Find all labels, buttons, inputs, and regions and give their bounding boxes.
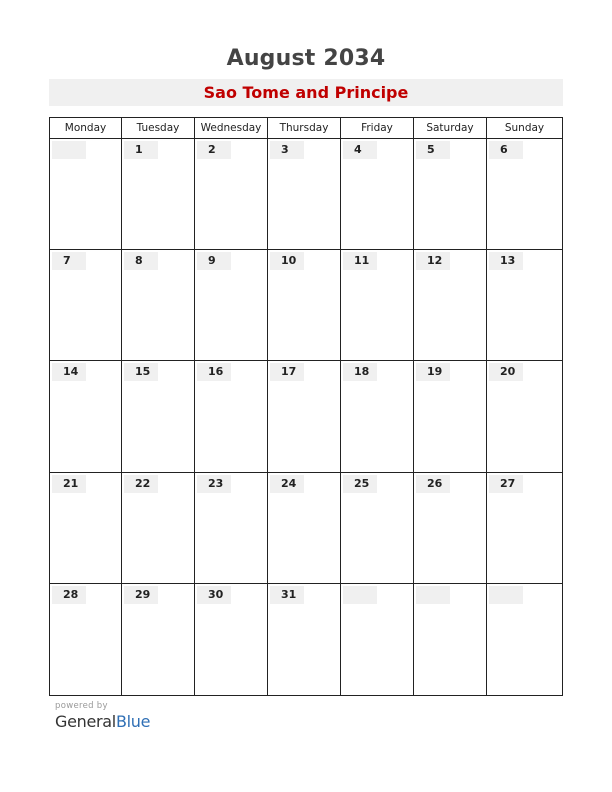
- day-number: 22: [124, 475, 158, 493]
- day-number: 16: [197, 363, 231, 381]
- day-cell: [50, 139, 122, 250]
- day-number: 26: [416, 475, 450, 493]
- day-cell: [414, 250, 487, 361]
- day-number: 10: [270, 252, 304, 270]
- weekday-header: Tuesday: [122, 118, 195, 139]
- calendar-title: August 2034: [226, 46, 386, 71]
- weekday-header: Sunday: [487, 118, 562, 139]
- day-number: 28: [52, 586, 86, 604]
- day-cell: [487, 584, 562, 695]
- day-cell: [122, 139, 195, 250]
- day-number: 2: [197, 141, 231, 159]
- day-cell: [195, 584, 268, 695]
- day-cell: [50, 584, 122, 695]
- day-cell: [487, 250, 562, 361]
- day-number: 27: [489, 475, 523, 493]
- day-number: 15: [124, 363, 158, 381]
- weekday-header: Friday: [341, 118, 414, 139]
- day-cell: [487, 139, 562, 250]
- day-cell: [195, 139, 268, 250]
- day-number: 23: [197, 475, 231, 493]
- country-name: Sao Tome and Principe: [203, 83, 409, 102]
- day-cell: [268, 584, 341, 695]
- day-number: 3: [270, 141, 304, 159]
- day-cell: [341, 361, 414, 472]
- country-banner: [49, 79, 563, 106]
- brand-blue: Blue: [115, 712, 151, 731]
- day-number: 4: [343, 141, 377, 159]
- day-cell: [195, 473, 268, 584]
- day-number: 20: [489, 363, 523, 381]
- day-number: [416, 586, 450, 604]
- day-number: [343, 586, 377, 604]
- day-cell: [414, 584, 487, 695]
- weekday-header: Wednesday: [195, 118, 268, 139]
- day-cell: [268, 250, 341, 361]
- day-cell: [122, 361, 195, 472]
- day-number: 5: [416, 141, 450, 159]
- day-cell: [50, 361, 122, 472]
- day-cell: [341, 584, 414, 695]
- day-number: 17: [270, 363, 304, 381]
- day-number: 13: [489, 252, 523, 270]
- day-cell: [414, 361, 487, 472]
- day-number: 9: [197, 252, 231, 270]
- day-number: 12: [416, 252, 450, 270]
- day-number: 8: [124, 252, 158, 270]
- day-cell: [268, 361, 341, 472]
- calendar-grid: [49, 117, 563, 696]
- footer-branding: [55, 701, 150, 731]
- day-cell: [414, 473, 487, 584]
- day-cell: [195, 361, 268, 472]
- day-cell: [414, 139, 487, 250]
- day-cell: [268, 139, 341, 250]
- day-cell: [341, 250, 414, 361]
- day-number: 7: [52, 252, 86, 270]
- day-number: 25: [343, 475, 377, 493]
- day-cell: [122, 250, 195, 361]
- day-number: 1: [124, 141, 158, 159]
- day-cell: [268, 473, 341, 584]
- day-number: 24: [270, 475, 304, 493]
- day-number: [52, 141, 86, 159]
- day-number: 21: [52, 475, 86, 493]
- weekday-header: Saturday: [414, 118, 487, 139]
- day-cell: [195, 250, 268, 361]
- day-cell: [50, 473, 122, 584]
- day-number: 29: [124, 586, 158, 604]
- weekday-header: Monday: [50, 118, 122, 139]
- day-number: [489, 586, 523, 604]
- day-cell: [341, 139, 414, 250]
- day-cell: [487, 473, 562, 584]
- day-number: 19: [416, 363, 450, 381]
- brand-general: General: [55, 712, 116, 731]
- day-cell: [122, 473, 195, 584]
- day-number: 11: [343, 252, 377, 270]
- day-number: 31: [270, 586, 304, 604]
- day-number: 14: [52, 363, 86, 381]
- day-cell: [50, 250, 122, 361]
- day-cell: [487, 361, 562, 472]
- powered-by-text: powered by: [55, 701, 108, 711]
- day-number: 18: [343, 363, 377, 381]
- generalblue-logo[interactable]: [55, 712, 150, 731]
- day-cell: [122, 584, 195, 695]
- day-number: 30: [197, 586, 231, 604]
- day-number: 6: [489, 141, 523, 159]
- weekday-header: Thursday: [268, 118, 341, 139]
- day-cell: [341, 473, 414, 584]
